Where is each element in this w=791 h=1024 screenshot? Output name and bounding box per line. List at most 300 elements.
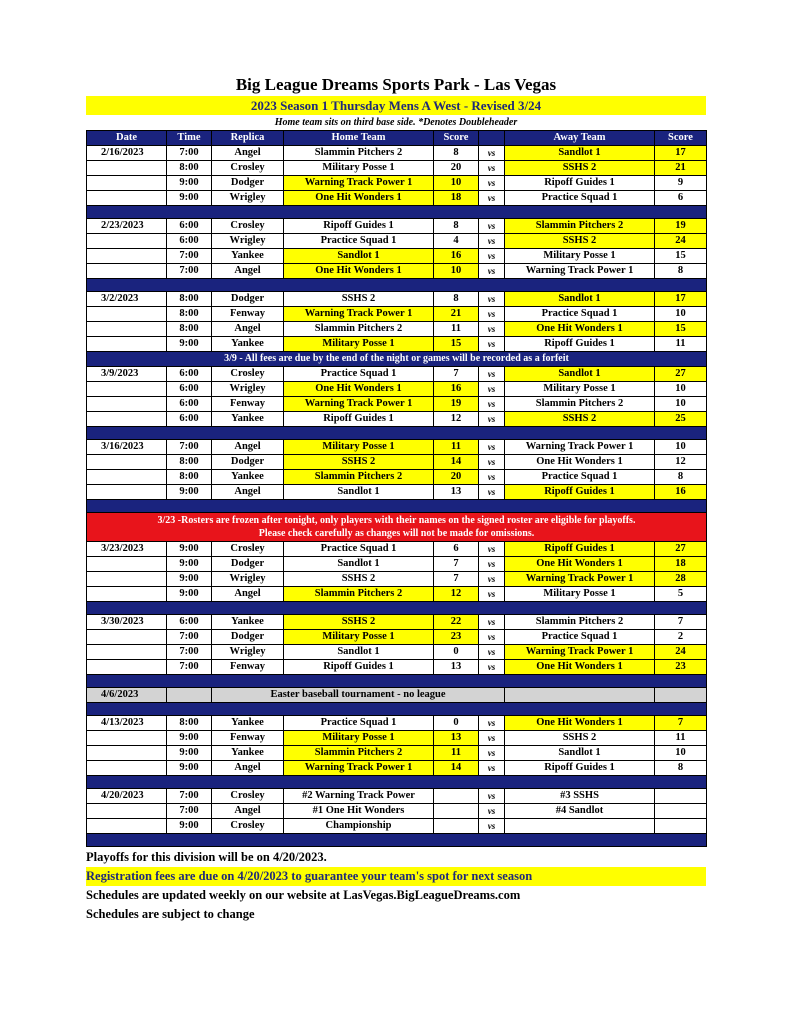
replica-cell: Angel [212, 322, 284, 337]
spacer-cell [87, 602, 707, 615]
date-cell [87, 557, 167, 572]
vs-label: vs [479, 587, 505, 602]
away-team-cell: Ripoff Guides 1 [505, 485, 655, 500]
home-score-cell: 13 [434, 731, 479, 746]
vs-label: vs [479, 645, 505, 660]
game-row [87, 485, 707, 500]
date-cell [87, 382, 167, 397]
game-row [87, 731, 707, 746]
away-team-cell: Warning Track Power 1 [505, 645, 655, 660]
away-score-cell: 11 [655, 731, 707, 746]
time-cell: 9:00 [167, 176, 212, 191]
roster-alert-line1: 3/23 -Rosters are frozen after tonight, only players with their names on the signed roster are eligible for playoffs. [157, 515, 636, 526]
away-score-cell: 17 [655, 146, 707, 161]
time-cell: 9:00 [167, 542, 212, 557]
time-cell: 7:00 [167, 789, 212, 804]
home-team-cell: Warning Track Power 1 [284, 176, 434, 191]
home-team-cell: Ripoff Guides 1 [284, 219, 434, 234]
away-team-cell: Military Posse 1 [505, 382, 655, 397]
date-cell [87, 264, 167, 279]
home-score-cell: 13 [434, 660, 479, 675]
header-vs [479, 131, 505, 146]
season-subtitle: 2023 Season 1 Thursday Mens A West - Revised 3/24 [86, 96, 706, 115]
replica-cell: Fenway [212, 307, 284, 322]
date-cell [87, 761, 167, 776]
spacer-row [87, 279, 707, 292]
vs-label: vs [479, 234, 505, 249]
away-score-cell: 24 [655, 645, 707, 660]
home-team-cell: #2 Warning Track Power [284, 789, 434, 804]
replica-cell: Wrigley [212, 645, 284, 660]
home-score-cell: 20 [434, 161, 479, 176]
game-row [87, 234, 707, 249]
vs-label: vs [479, 337, 505, 352]
home-team-cell: Practice Squad 1 [284, 367, 434, 382]
date-cell: 4/13/2023 [87, 716, 167, 731]
vs-label: vs [479, 367, 505, 382]
away-team-cell: Slammin Pitchers 2 [505, 397, 655, 412]
spacer-cell [87, 834, 707, 847]
away-team-cell: Sandlot 1 [505, 746, 655, 761]
game-row [87, 819, 707, 834]
game-row [87, 161, 707, 176]
home-score-cell: 0 [434, 645, 479, 660]
game-row [87, 264, 707, 279]
away-team-cell: Ripoff Guides 1 [505, 761, 655, 776]
away-score-cell [655, 789, 707, 804]
home-score-cell: 21 [434, 307, 479, 322]
home-team-cell: Warning Track Power 1 [284, 307, 434, 322]
away-score-cell: 16 [655, 485, 707, 500]
away-team-cell: Practice Squad 1 [505, 307, 655, 322]
game-row [87, 146, 707, 161]
away-team-cell: One Hit Wonders 1 [505, 716, 655, 731]
home-team-cell: Ripoff Guides 1 [284, 412, 434, 427]
home-score-cell: 6 [434, 542, 479, 557]
game-row [87, 470, 707, 485]
time-cell: 9:00 [167, 731, 212, 746]
game-row [87, 761, 707, 776]
spacer-cell [87, 776, 707, 789]
home-score-cell: 8 [434, 146, 479, 161]
home-score-cell: 10 [434, 264, 479, 279]
header-away-team: Away Team [505, 131, 655, 146]
away-team-cell: Sandlot 1 [505, 146, 655, 161]
vs-label: vs [479, 630, 505, 645]
time-cell: 7:00 [167, 264, 212, 279]
date-cell [87, 322, 167, 337]
replica-cell: Crosley [212, 161, 284, 176]
home-team-cell: Sandlot 1 [284, 485, 434, 500]
home-team-cell: SSHS 2 [284, 572, 434, 587]
replica-cell: Yankee [212, 337, 284, 352]
vs-label: vs [479, 746, 505, 761]
game-row [87, 804, 707, 819]
roster-alert-row [87, 513, 707, 542]
game-row [87, 615, 707, 630]
time-cell: 9:00 [167, 746, 212, 761]
home-score-cell: 22 [434, 615, 479, 630]
away-team-cell [505, 819, 655, 834]
time-cell: 8:00 [167, 470, 212, 485]
away-score-cell: 7 [655, 615, 707, 630]
time-cell: 9:00 [167, 485, 212, 500]
playoffs-note: Playoffs for this division will be on 4/20/2023. [86, 850, 327, 864]
replica-cell: Dodger [212, 176, 284, 191]
home-score-cell: 20 [434, 470, 479, 485]
vs-label: vs [479, 412, 505, 427]
time-cell: 8:00 [167, 455, 212, 470]
home-team-cell: Sandlot 1 [284, 645, 434, 660]
vs-label: vs [479, 804, 505, 819]
away-score-cell [655, 819, 707, 834]
home-score-cell: 11 [434, 440, 479, 455]
time-cell: 7:00 [167, 146, 212, 161]
game-row [87, 716, 707, 731]
home-team-cell: Slammin Pitchers 2 [284, 322, 434, 337]
website-note: Schedules are updated weekly on our website at LasVegas.BigLeagueDreams.com [86, 888, 521, 902]
away-team-cell: Military Posse 1 [505, 249, 655, 264]
away-score-cell: 25 [655, 412, 707, 427]
away-team-cell: Ripoff Guides 1 [505, 337, 655, 352]
home-score-cell [434, 819, 479, 834]
home-score-cell: 12 [434, 412, 479, 427]
away-score-cell: 12 [655, 455, 707, 470]
vs-label: vs [479, 557, 505, 572]
home-team-cell: Military Posse 1 [284, 337, 434, 352]
away-team-cell: Sandlot 1 [505, 292, 655, 307]
empty-cell [505, 688, 655, 703]
replica-cell: Dodger [212, 630, 284, 645]
date-cell [87, 485, 167, 500]
away-score-cell: 27 [655, 542, 707, 557]
away-team-cell: Practice Squad 1 [505, 191, 655, 206]
replica-cell: Angel [212, 761, 284, 776]
header-away-score: Score [655, 131, 707, 146]
home-team-cell: Warning Track Power 1 [284, 397, 434, 412]
vs-label: vs [479, 716, 505, 731]
home-team-cell: Sandlot 1 [284, 557, 434, 572]
header-replica: Replica [212, 131, 284, 146]
away-score-cell: 2 [655, 630, 707, 645]
game-row [87, 337, 707, 352]
away-team-cell: SSHS 2 [505, 731, 655, 746]
replica-cell: Dodger [212, 292, 284, 307]
home-score-cell: 19 [434, 397, 479, 412]
replica-cell: Crosley [212, 367, 284, 382]
home-score-cell: 11 [434, 746, 479, 761]
home-score-cell: 11 [434, 322, 479, 337]
date-cell [87, 176, 167, 191]
game-row [87, 412, 707, 427]
time-cell: 9:00 [167, 819, 212, 834]
away-team-cell: Practice Squad 1 [505, 630, 655, 645]
replica-cell: Yankee [212, 249, 284, 264]
replica-cell: Wrigley [212, 191, 284, 206]
date-cell [87, 307, 167, 322]
home-score-cell [434, 804, 479, 819]
away-team-cell: Practice Squad 1 [505, 470, 655, 485]
roster-alert-cell [87, 513, 707, 542]
time-cell: 7:00 [167, 660, 212, 675]
spacer-row [87, 500, 707, 513]
date-cell [87, 191, 167, 206]
replica-cell: Dodger [212, 455, 284, 470]
time-cell: 9:00 [167, 557, 212, 572]
game-row [87, 249, 707, 264]
away-team-cell: SSHS 2 [505, 234, 655, 249]
replica-cell: Crosley [212, 219, 284, 234]
spacer-row [87, 703, 707, 716]
away-team-cell: Slammin Pitchers 2 [505, 219, 655, 234]
home-team-cell: Practice Squad 1 [284, 716, 434, 731]
away-score-cell: 5 [655, 587, 707, 602]
time-cell: 9:00 [167, 337, 212, 352]
away-score-cell: 10 [655, 307, 707, 322]
vs-label: vs [479, 789, 505, 804]
vs-label: vs [479, 440, 505, 455]
game-row [87, 557, 707, 572]
header-home-team: Home Team [284, 131, 434, 146]
replica-cell: Angel [212, 146, 284, 161]
date-cell [87, 804, 167, 819]
spacer-row [87, 602, 707, 615]
home-score-cell: 12 [434, 587, 479, 602]
replica-cell: Yankee [212, 746, 284, 761]
time-cell: 6:00 [167, 412, 212, 427]
no-league-row [87, 688, 707, 703]
game-row [87, 176, 707, 191]
empty-cell [167, 688, 212, 703]
away-team-cell: One Hit Wonders 1 [505, 660, 655, 675]
page-title: Big League Dreams Sports Park - Las Vegas [235, 75, 557, 94]
home-team-cell: Slammin Pitchers 2 [284, 146, 434, 161]
home-team-cell: Slammin Pitchers 2 [284, 746, 434, 761]
time-cell: 6:00 [167, 397, 212, 412]
spacer-cell [87, 279, 707, 292]
away-team-cell: Warning Track Power 1 [505, 440, 655, 455]
time-cell: 6:00 [167, 234, 212, 249]
date-cell: 2/16/2023 [87, 146, 167, 161]
replica-cell: Angel [212, 440, 284, 455]
home-score-cell: 14 [434, 761, 479, 776]
replica-cell: Yankee [212, 615, 284, 630]
game-row [87, 307, 707, 322]
table-header-row [87, 131, 707, 146]
game-row [87, 219, 707, 234]
replica-cell: Angel [212, 264, 284, 279]
date-cell [87, 337, 167, 352]
away-team-cell: #4 Sandlot [505, 804, 655, 819]
schedule-body [87, 146, 707, 847]
home-team-cell: #1 One Hit Wonders [284, 804, 434, 819]
time-cell: 6:00 [167, 219, 212, 234]
time-cell: 7:00 [167, 249, 212, 264]
away-team-cell: Warning Track Power 1 [505, 264, 655, 279]
away-score-cell: 28 [655, 572, 707, 587]
game-row [87, 440, 707, 455]
date-cell: 4/6/2023 [87, 688, 167, 703]
home-team-cell: SSHS 2 [284, 455, 434, 470]
roster-alert-line2: Please check carefully as changes will not be made for omissions. [258, 528, 535, 539]
replica-cell: Crosley [212, 542, 284, 557]
date-cell [87, 572, 167, 587]
replica-cell: Wrigley [212, 382, 284, 397]
game-row [87, 455, 707, 470]
spacer-row [87, 776, 707, 789]
game-row [87, 322, 707, 337]
home-team-note: Home team sits on third base side. *Denotes Doubleheader [274, 117, 518, 128]
replica-cell: Fenway [212, 660, 284, 675]
vs-label: vs [479, 455, 505, 470]
game-row [87, 191, 707, 206]
home-score-cell: 16 [434, 382, 479, 397]
time-cell: 8:00 [167, 322, 212, 337]
replica-cell: Crosley [212, 819, 284, 834]
game-row [87, 789, 707, 804]
time-cell: 8:00 [167, 307, 212, 322]
time-cell: 9:00 [167, 572, 212, 587]
home-score-cell [434, 789, 479, 804]
away-score-cell: 10 [655, 746, 707, 761]
date-cell: 2/23/2023 [87, 219, 167, 234]
home-score-cell: 15 [434, 337, 479, 352]
date-cell [87, 746, 167, 761]
away-score-cell: 21 [655, 161, 707, 176]
spacer-row [87, 834, 707, 847]
date-cell [87, 249, 167, 264]
home-team-cell: One Hit Wonders 1 [284, 382, 434, 397]
replica-cell: Yankee [212, 470, 284, 485]
time-cell: 6:00 [167, 382, 212, 397]
header-time: Time [167, 131, 212, 146]
replica-cell: Crosley [212, 789, 284, 804]
time-cell: 7:00 [167, 440, 212, 455]
home-team-cell: Warning Track Power 1 [284, 761, 434, 776]
away-team-cell: Warning Track Power 1 [505, 572, 655, 587]
vs-label: vs [479, 731, 505, 746]
spacer-cell [87, 675, 707, 688]
spacer-cell [87, 703, 707, 716]
home-score-cell: 14 [434, 455, 479, 470]
home-score-cell: 13 [434, 485, 479, 500]
spacer-cell [87, 206, 707, 219]
away-team-cell: Slammin Pitchers 2 [505, 615, 655, 630]
replica-cell: Yankee [212, 716, 284, 731]
date-cell: 3/9/2023 [87, 367, 167, 382]
vs-label: vs [479, 292, 505, 307]
vs-label: vs [479, 542, 505, 557]
home-team-cell: Slammin Pitchers 2 [284, 470, 434, 485]
away-score-cell: 8 [655, 761, 707, 776]
no-league-text: Easter baseball tournament - no league [212, 688, 505, 703]
away-score-cell: 15 [655, 249, 707, 264]
date-cell: 3/30/2023 [87, 615, 167, 630]
replica-cell: Wrigley [212, 234, 284, 249]
game-row [87, 542, 707, 557]
home-team-cell: One Hit Wonders 1 [284, 264, 434, 279]
spacer-cell [87, 500, 707, 513]
home-team-cell: Ripoff Guides 1 [284, 660, 434, 675]
time-cell: 8:00 [167, 292, 212, 307]
vs-label: vs [479, 819, 505, 834]
away-team-cell: SSHS 2 [505, 161, 655, 176]
game-row [87, 397, 707, 412]
away-score-cell [655, 804, 707, 819]
date-cell [87, 234, 167, 249]
home-team-cell: Military Posse 1 [284, 161, 434, 176]
date-cell [87, 630, 167, 645]
home-team-cell: Championship [284, 819, 434, 834]
away-score-cell: 9 [655, 176, 707, 191]
date-cell [87, 660, 167, 675]
home-score-cell: 8 [434, 292, 479, 307]
date-cell: 3/23/2023 [87, 542, 167, 557]
game-row [87, 587, 707, 602]
away-score-cell: 17 [655, 292, 707, 307]
away-score-cell: 10 [655, 382, 707, 397]
home-score-cell: 23 [434, 630, 479, 645]
date-cell [87, 161, 167, 176]
away-score-cell: 18 [655, 557, 707, 572]
vs-label: vs [479, 761, 505, 776]
away-team-cell: Military Posse 1 [505, 587, 655, 602]
vs-label: vs [479, 176, 505, 191]
game-row [87, 382, 707, 397]
away-score-cell: 6 [655, 191, 707, 206]
time-cell: 6:00 [167, 615, 212, 630]
date-cell [87, 455, 167, 470]
vs-label: vs [479, 382, 505, 397]
home-score-cell: 18 [434, 191, 479, 206]
vs-label: vs [479, 660, 505, 675]
away-team-cell: One Hit Wonders 1 [505, 322, 655, 337]
home-team-cell: One Hit Wonders 1 [284, 191, 434, 206]
spacer-cell [87, 427, 707, 440]
date-cell: 3/16/2023 [87, 440, 167, 455]
away-score-cell: 8 [655, 470, 707, 485]
home-score-cell: 7 [434, 367, 479, 382]
away-team-cell: SSHS 2 [505, 412, 655, 427]
away-score-cell: 10 [655, 397, 707, 412]
home-team-cell: Practice Squad 1 [284, 542, 434, 557]
home-team-cell: Military Posse 1 [284, 731, 434, 746]
date-cell: 4/20/2023 [87, 789, 167, 804]
header-date: Date [87, 131, 167, 146]
away-team-cell: Sandlot 1 [505, 367, 655, 382]
game-row [87, 630, 707, 645]
away-score-cell: 19 [655, 219, 707, 234]
replica-cell: Fenway [212, 731, 284, 746]
footer-notes [86, 848, 706, 924]
time-cell: 7:00 [167, 630, 212, 645]
game-row [87, 367, 707, 382]
fee-notice-text: 3/9 - All fees are due by the end of the night or games will be recorded as a forfeit [87, 352, 707, 367]
time-cell: 6:00 [167, 367, 212, 382]
away-score-cell: 24 [655, 234, 707, 249]
time-cell: 9:00 [167, 191, 212, 206]
away-team-cell: One Hit Wonders 1 [505, 455, 655, 470]
time-cell: 8:00 [167, 716, 212, 731]
home-team-cell: Military Posse 1 [284, 630, 434, 645]
header-home-score: Score [434, 131, 479, 146]
vs-label: vs [479, 161, 505, 176]
away-team-cell: One Hit Wonders 1 [505, 557, 655, 572]
home-team-cell: SSHS 2 [284, 292, 434, 307]
vs-label: vs [479, 219, 505, 234]
date-cell [87, 645, 167, 660]
home-score-cell: 7 [434, 572, 479, 587]
